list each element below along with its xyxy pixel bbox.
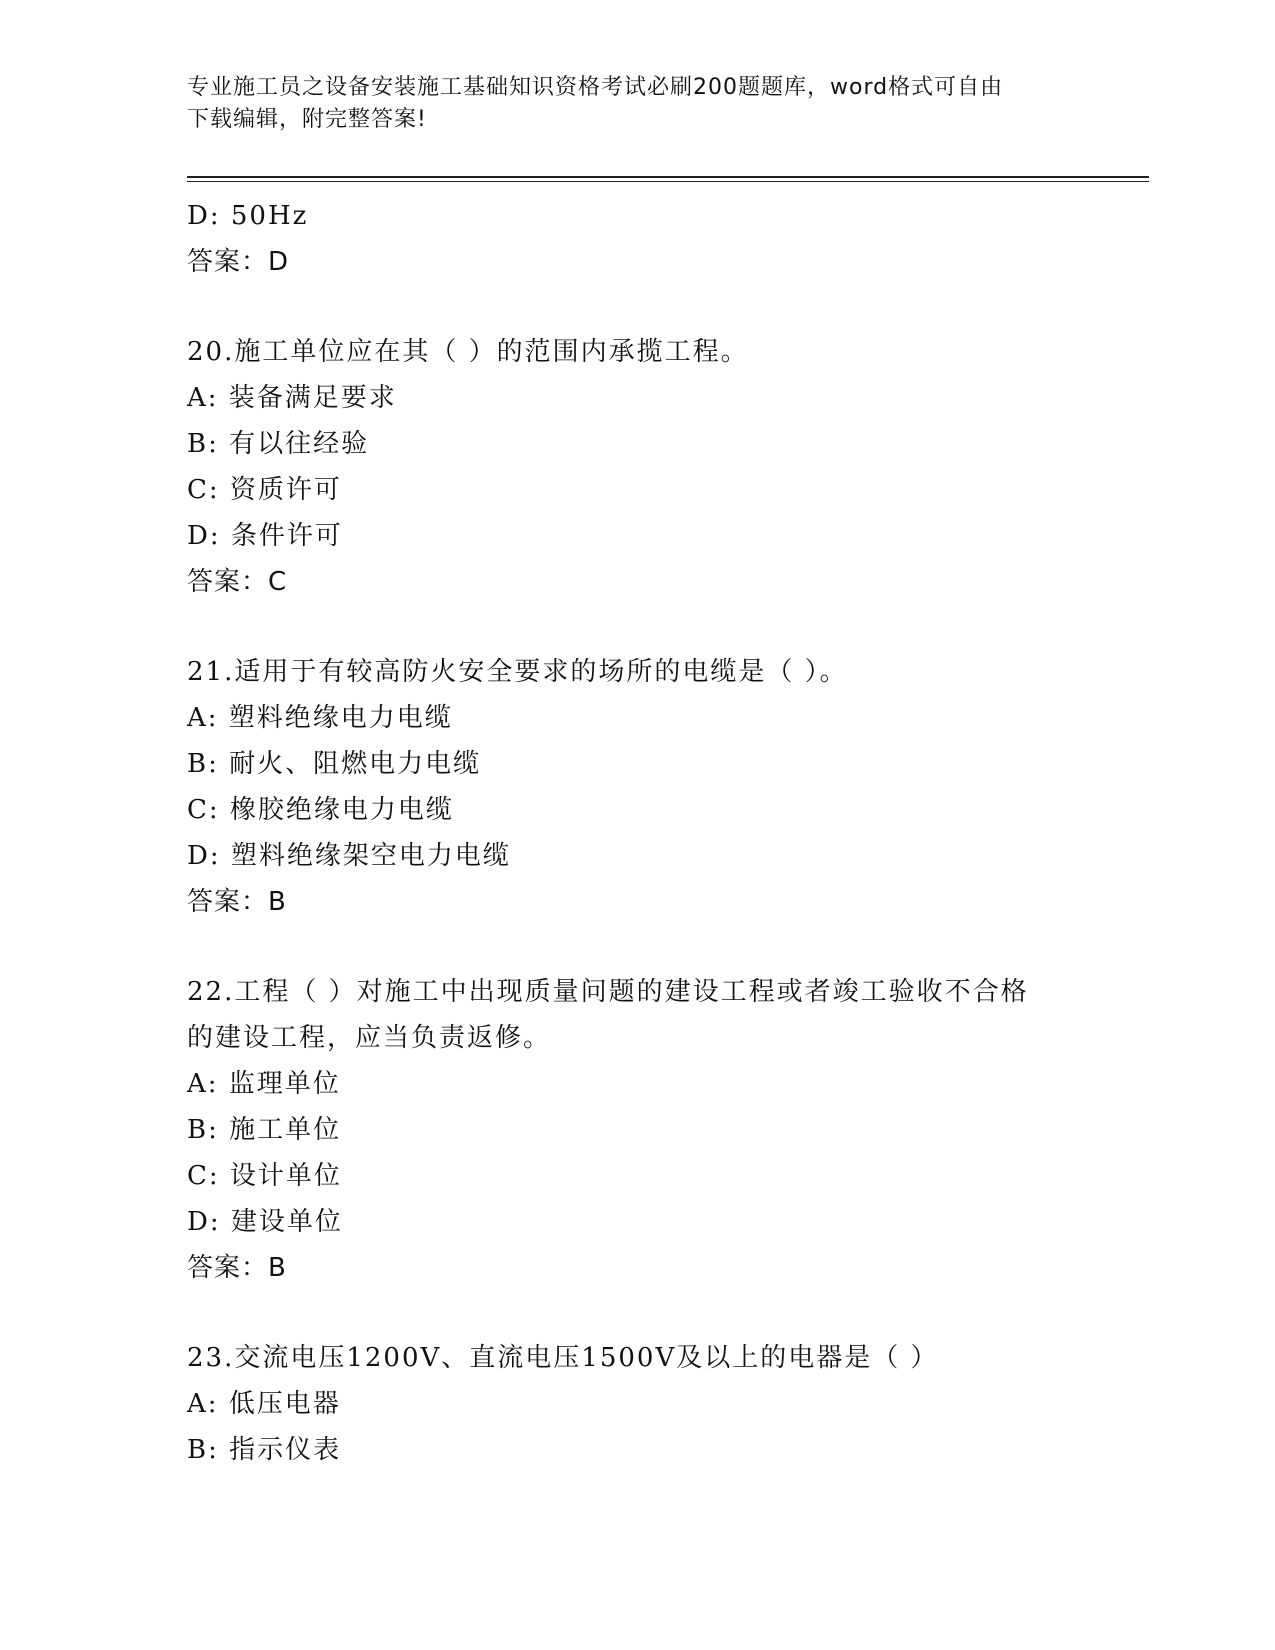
header-title-line-1: 专业施工员之设备安装施工基础知识资格考试必刷200题题库，word格式可自由 [187, 75, 1004, 100]
question-21 [187, 649, 1087, 925]
option-b: B: 有以往经验 [187, 429, 370, 459]
option-c: C: 资质许可 [187, 475, 342, 505]
option-c: C: 橡胶绝缘电力电缆 [187, 795, 454, 825]
option-b: B: 施工单位 [187, 1115, 342, 1145]
header-title-line-2: 下载编辑，附完整答案! [187, 107, 427, 132]
prev-question-answer: 答案：D [187, 247, 290, 277]
answer: 答案：C [187, 567, 288, 597]
option-d: D: 塑料绝缘架空电力电缆 [187, 841, 511, 871]
prev-question-option-d: D: 50Hz [187, 201, 309, 231]
option-b: B: 指示仪表 [187, 1435, 342, 1465]
question-stem-line-2: 的建设工程，应当负责返修。 [187, 1023, 552, 1053]
option-b: B: 耐火、阻燃电力电缆 [187, 749, 482, 779]
question-stem: 20.施工单位应在其（ ）的范围内承揽工程。 [187, 337, 749, 367]
option-c: C: 设计单位 [187, 1161, 342, 1191]
header-divider-thin [187, 181, 1149, 182]
answer: 答案：B [187, 887, 287, 917]
option-a: A: 装备满足要求 [187, 383, 397, 413]
question-stem: 21.适用于有较高防火安全要求的场所的电缆是（ ）。 [187, 657, 848, 687]
question-23 [187, 1335, 1087, 1473]
option-d: D: 建设单位 [187, 1207, 343, 1237]
question-22 [187, 969, 1087, 1291]
option-a: A: 监理单位 [187, 1069, 341, 1099]
option-d: D: 条件许可 [187, 521, 343, 551]
question-content [187, 193, 1087, 1473]
header-divider-thick [187, 176, 1149, 178]
option-a: A: 低压电器 [187, 1389, 341, 1419]
question-20 [187, 329, 1087, 605]
document-header [187, 72, 1067, 136]
question-stem-line-1: 22.工程（ ）对施工中出现质量问题的建设工程或者竣工验收不合格 [187, 977, 1029, 1007]
answer: 答案：B [187, 1253, 287, 1283]
question-stem: 23.交流电压1200V、直流电压1500V及以上的电器是（ ） [187, 1343, 939, 1373]
option-a: A: 塑料绝缘电力电缆 [187, 703, 453, 733]
